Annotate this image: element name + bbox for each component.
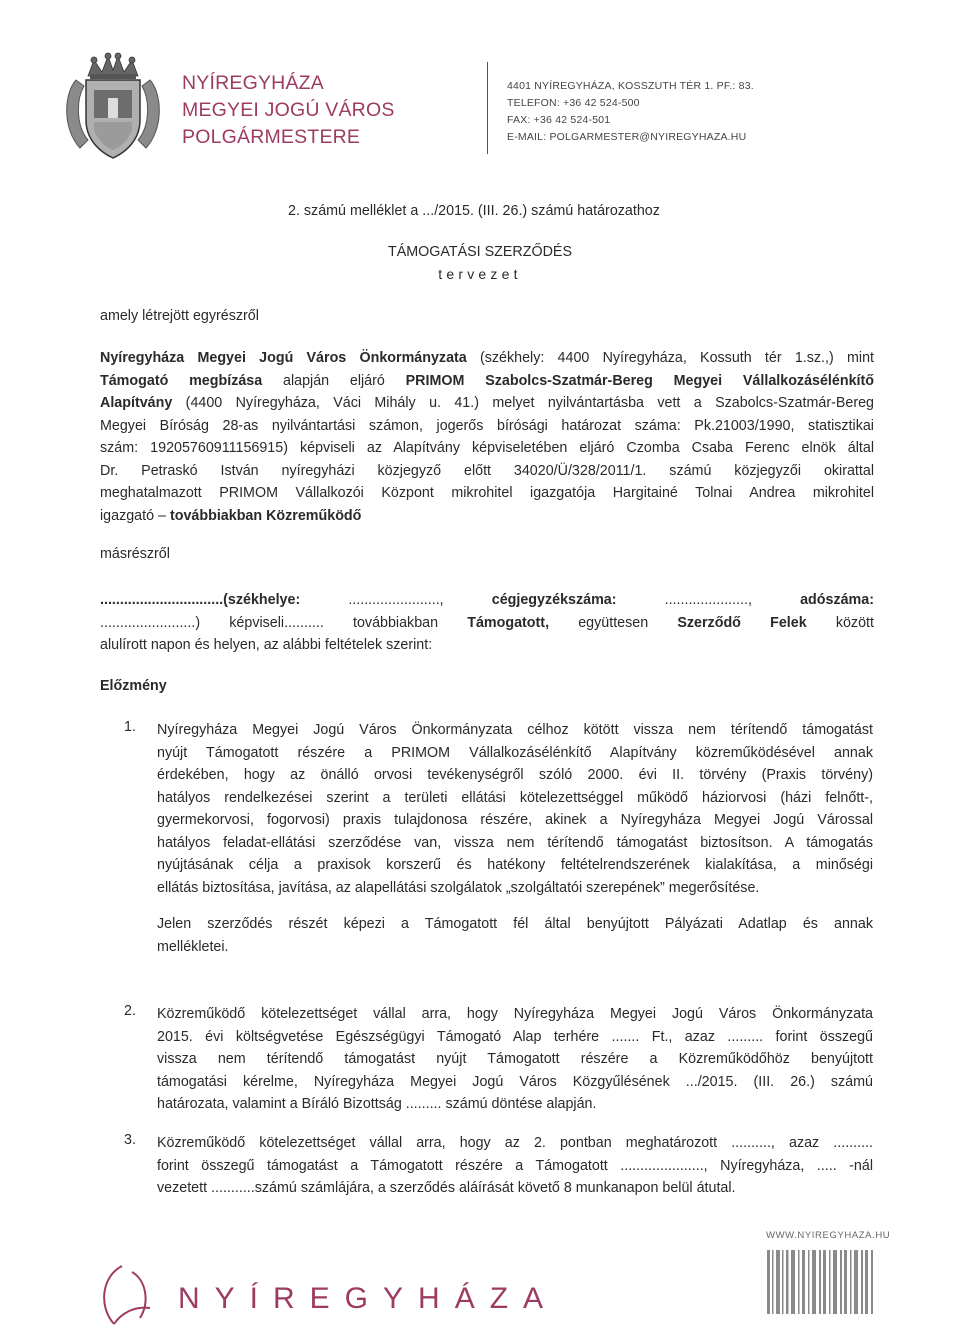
footer-website: WWW.NYIREGYHAZA.HU [766, 1230, 891, 1241]
item-2-text [157, 1003, 873, 1116]
contact-block [507, 78, 754, 146]
item-line: ellátás biztosítása, javítása, az alapellátási szolgálatok „szolgáltatói szerepének” megerősítése. [157, 879, 760, 896]
section-heading: Előzmény [100, 678, 167, 694]
party2-line: ........................) képviseli.......... továbbiakban Támogatott, együttesen Szerződő Felek között [100, 614, 874, 631]
party1-line: Dr. Petraskó István nyíregyházi közjegyző előtt 34020/Ü/328/2011/1. számú közjegyzői okirattal [100, 462, 874, 479]
party1-line: igazgató – továbbiakban Közreműködő [100, 507, 362, 524]
annex-line: 2. számú melléklet a .../2015. (III. 26.) számú határozathoz [288, 203, 660, 219]
item-line: gyermekorvosi, fogorvosi) praxis tulajdonosa részére, akinek a Nyíregyháza Megyei Jogú Várossal [157, 812, 873, 828]
city-logo-icon [92, 1262, 156, 1328]
item-line: érdekében, hogy az önálló orvosi tevékenységről szóló 2000. évi II. törvény (Praxis törvény) [157, 767, 873, 783]
party1-line: Megyei Bíróság 28-as nyilvántartási számon, jogerős bírósági határozat száma: Pk.21003/1990, statisztikai [100, 417, 874, 434]
party1-line: Alapítvány (4400 Nyíregyháza, Váci Mihály u. 41.) melyet nyilvántartásba vett a Szabolcs-Szatmár-Bereg [100, 395, 874, 411]
org-line-2: MEGYEI JOGÚ VÁROS [182, 99, 395, 121]
party2-line: alulírott napon és helyen, az alábbi feltételek szerint: [100, 637, 433, 653]
party1-line: meghatalmazott PRIMOM Vállalkozói Központ mikrohitel igazgatója Hargitainé Tolnai Andrea mikrohitel [100, 485, 874, 501]
header-divider [487, 62, 488, 154]
item-1-text [157, 719, 873, 899]
item-line: hatályos feladat-ellátási szerződése van, vissza nem térítendő támogatást biztosítson. A támogatás [157, 834, 873, 851]
item-line: Közreműködő kötelezettséget vállal arra, hogy Nyíregyháza Megyei Jogú Város Önkormányzata [157, 1006, 873, 1022]
party2-paragraph [100, 589, 874, 657]
item-line: hatályos rendelkezései szerint a területi ellátási kötelezettséggel működő háziorvosi (házi felnőtt-, [157, 789, 873, 806]
item-line: mellékletei. [157, 938, 229, 955]
item-line: vezetett ...........számú számlájára, a szerződés aláírását követő 8 munkanapon belül átutal. [157, 1180, 736, 1196]
contact-address: 4401 NYÍREGYHÁZA, KOSSZUTH TÉR 1. PF.: 83. [507, 80, 754, 92]
item-line: Nyíregyháza Megyei Jogú Város Önkormányzata célhoz kötött vissza nem térítendő támogatást [157, 722, 873, 738]
org-line-1: NYÍREGYHÁZA [182, 72, 324, 94]
contact-fax: FAX: +36 42 524-501 [507, 114, 611, 126]
item-line: Jelen szerződés részét képezi a Támogatott fél által benyújtott Pályázati Adatlap és annak [157, 916, 873, 932]
party1-line: szám: 19205760911156915) képviseli az Alapítvány képviseletében eljáró Czomba Csaba Ferenc elnök által [100, 440, 874, 456]
item-number: 1. [124, 719, 136, 735]
item-line: forint összegű támogatást a Támogatott részére a Támogatott ....................., Nyíregyháza, ..... -nál [157, 1157, 873, 1174]
document-subtitle: tervezet [438, 266, 522, 282]
item-3-text [157, 1132, 873, 1200]
item-line: határozata, valamint a Bíráló Bizottság ......... számú döntése alapján. [157, 1096, 597, 1112]
party2-line: ...............................(székhelye: ......................., cégjegyzékszáma: ....................., adószáma: [100, 592, 874, 608]
second-party-intro: másrészről [100, 546, 170, 562]
item-line: vissza nem térítendő támogatást nyújt Támogatott részére a Közreműködőhöz benyújtott [157, 1051, 873, 1067]
party1-paragraph [100, 347, 874, 527]
organization-name [182, 70, 395, 151]
party-intro: amely létrejött egyrészről [100, 308, 259, 324]
document-title: TÁMOGATÁSI SZERZŐDÉS [387, 244, 573, 260]
party1-line: Támogató megbízása alapján eljáró PRIMOM Szabolcs-Szatmár-Bereg Megyei Vállalkozásélénkítő [100, 372, 874, 389]
item-line: 2015. évi költségvetése Egészségügyi Támogató Alap terhére ....... Ft., azaz ......... forint összegű [157, 1028, 873, 1045]
party1-line: Nyíregyháza Megyei Jogú Város Önkormányzata (székhely: 4400 Nyíregyháza, Kossuth tér 1.sz.,) mint [100, 350, 874, 366]
contact-phone: TELEFON: +36 42 524-500 [507, 97, 640, 109]
item-number: 3. [124, 1132, 136, 1148]
item-line: Közreműködő kötelezettséget vállal arra, hogy az 2. pontban meghatározott .........., azaz .......... [157, 1135, 873, 1151]
item-line: nyújt Támogatott részére a PRIMOM Vállalkozásélénkítő Alapítvány közreműködésével annak [157, 744, 873, 761]
item-number: 2. [124, 1003, 136, 1019]
city-coat-of-arms-icon [58, 50, 168, 162]
org-line-3: POLGÁRMESTERE [182, 126, 361, 148]
contact-email: E-MAIL: POLGARMESTER@NYIREGYHAZA.HU [507, 131, 747, 143]
item-line: támogatási kérelme, Nyíregyháza Megyei Jogú Város Közgyűlésének .../2015. (III. 26.) számú [157, 1073, 873, 1090]
barcode-icon [765, 1244, 877, 1316]
item-line: nyújtásának célja a praxisok korszerű és hatékony feltételrendszerének kialakítása, a minőségi [157, 857, 873, 873]
footer-city-name: NYÍREGYHÁZA [178, 1282, 559, 1315]
item-1-extra-text [157, 913, 873, 958]
